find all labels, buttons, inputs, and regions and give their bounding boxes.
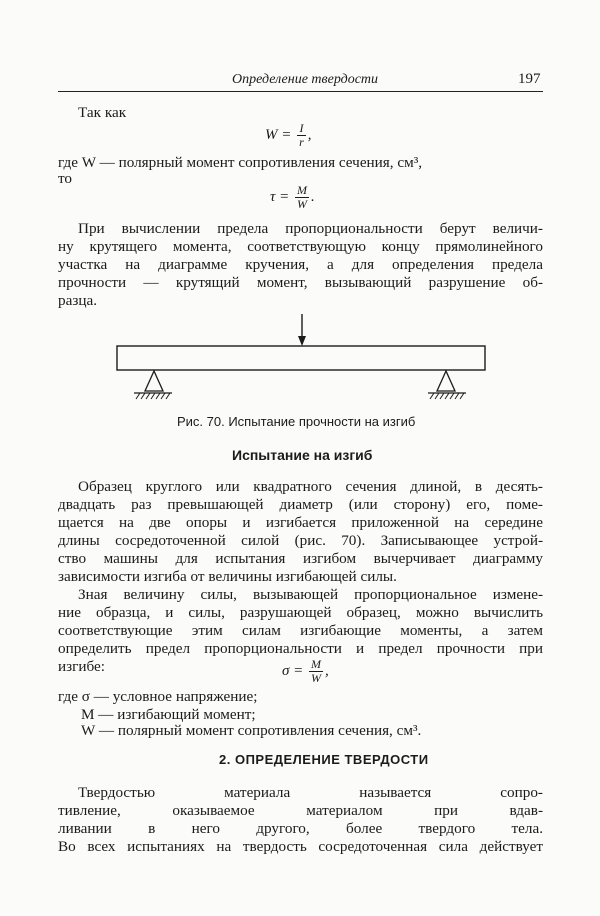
figure-caption: Рис. 70. Испытание прочности на изгиб [177, 414, 416, 429]
text-line: Зная величину силы, вызывающей пропорциональное измене- [78, 586, 543, 603]
fraction [309, 658, 323, 685]
fraction-denominator: r [299, 135, 304, 149]
text-line: M — изгибающий момент; [81, 706, 256, 723]
text-line: соответствующие этим силам изгибающие моменты, а затем [58, 622, 543, 639]
formula-lhs: τ = [270, 188, 290, 205]
text-line: Твердостью материала называется сопро- [78, 784, 543, 801]
formula-sigma [282, 658, 329, 685]
text-line: W — полярный момент сопротивления сечения, см³. [81, 722, 422, 739]
text-line: тивление, оказываемое материалом при вдав- [58, 802, 543, 819]
text-line: разца. [58, 292, 97, 309]
section-heading: Испытание на изгиб [232, 447, 373, 463]
text-line: двадцать раз превышающей диаметр (или сторону) его, поме- [58, 496, 543, 513]
fraction-denominator: W [297, 197, 307, 211]
fraction-numerator: M [297, 183, 307, 197]
formula-tail: . [311, 188, 315, 205]
fraction-numerator: I [297, 122, 306, 136]
section-heading: 2. ОПРЕДЕЛЕНИЕ ТВЕРДОСТИ [219, 752, 429, 767]
text-line: определить предел пропорциональности и предел прочности при [58, 640, 543, 657]
text-line: щается на две опоры и изгибается приложенной на середине [58, 514, 543, 531]
text-line: ние образца, и силы, разрушающей образец, можно вычислить [58, 604, 543, 621]
right-support [437, 371, 455, 391]
text-line: зависимости изгиба от величины изгибающей силы. [58, 568, 397, 585]
page-number: 197 [518, 71, 541, 87]
text-line: изгибе: [58, 658, 105, 675]
text-line: где W — полярный момент сопротивления сечения, см³, [58, 154, 423, 171]
formula-tail: , [307, 126, 312, 143]
text-line: ну крутящего момента, соответствующую концу прямолинейного [58, 238, 543, 255]
fraction-denominator: W [311, 671, 322, 685]
text-line: ство машины для испытания изгибом вычерчивает диаграмму [58, 550, 543, 567]
fraction-numerator: M [311, 657, 322, 671]
text-line: где σ — условное напряжение; [58, 688, 258, 705]
load-arrow-head [298, 336, 306, 346]
running-header-title: Определение твердости [232, 72, 379, 87]
formula-tail: , [325, 662, 329, 679]
text-line: ливании в него другого, более твердого тела. [58, 820, 543, 837]
text-line: то [58, 170, 73, 187]
text-line: прочности — крутящий момент, вызывающий разрушение об- [58, 274, 543, 291]
right-hatch [430, 393, 464, 399]
formula-lhs: σ = [282, 662, 304, 679]
text-line: Так как [78, 104, 127, 121]
text-line: Образец круглого или квадратного сечения длиной, в десять- [78, 478, 543, 495]
text-line: Во всех испытаниях на твердость сосредоточенная сила действует [58, 838, 543, 855]
text-line: длины сосредоточенной силой (рис. 70). Записывающее устрой- [58, 532, 543, 549]
text-line: участка на диаграмме кручения, а для определения предела [58, 256, 543, 273]
beam [117, 346, 485, 370]
text-line: При вычислении предела пропорциональности берут величи- [78, 220, 543, 237]
left-support [145, 371, 163, 391]
formula-lhs: W = [265, 126, 292, 143]
left-hatch [136, 393, 170, 399]
